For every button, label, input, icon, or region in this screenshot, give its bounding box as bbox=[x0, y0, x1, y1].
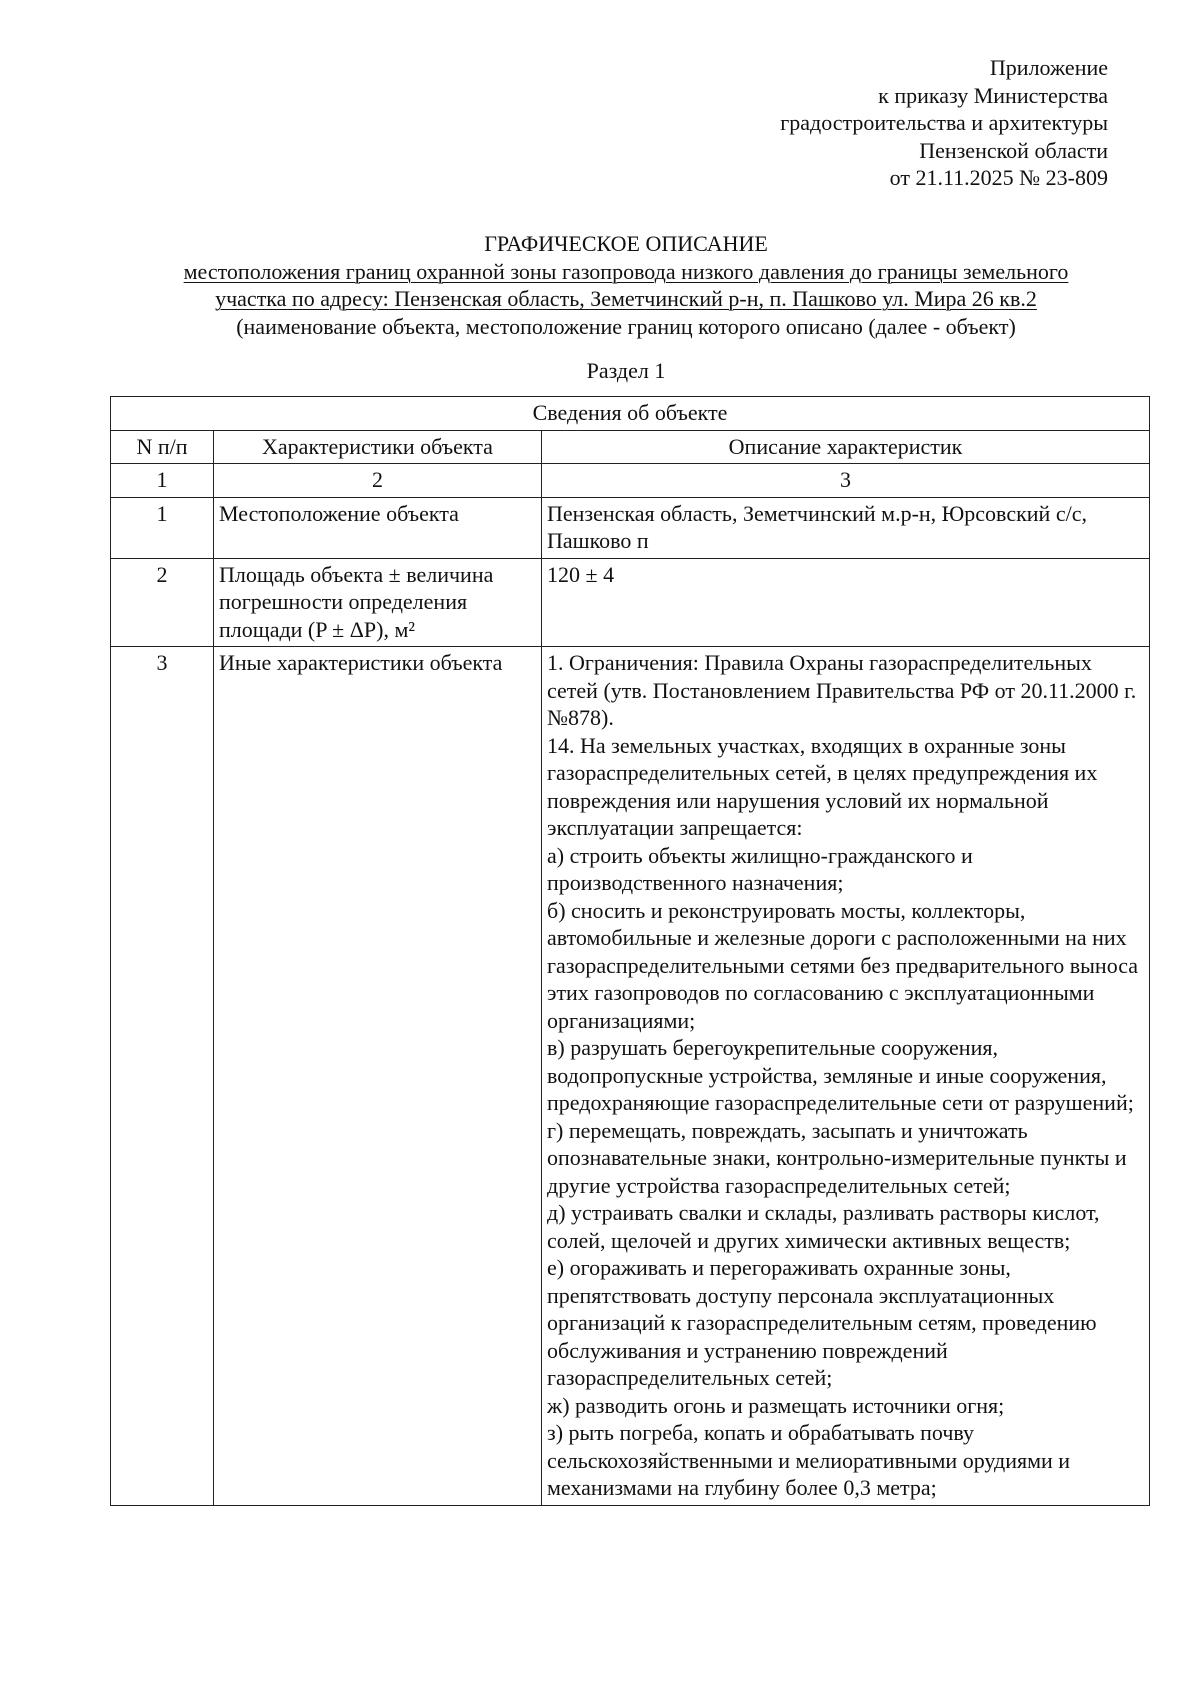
description-paragraph: б) сносить и реконструировать мосты, коллекторы, автомобильные и железные дороги с расположенными на них газораспределительными сетями без предварительного выноса этих газопроводов по согласованию с эксплуатационными организациями; bbox=[547, 897, 1139, 1033]
column-number-row bbox=[111, 464, 1150, 498]
header-description: Описание характеристик bbox=[542, 430, 1150, 464]
appendix-line: к приказу Министерства bbox=[878, 82, 1108, 108]
object-info-table bbox=[110, 396, 1150, 1506]
section-title: Раздел 1 bbox=[586, 358, 666, 383]
row-number: 3 bbox=[111, 647, 214, 1506]
appendix-line: градостроительства и архитектуры bbox=[780, 110, 1108, 135]
column-number: 1 bbox=[111, 464, 214, 498]
object-caption: (наименование объекта, местоположение границ которого описано (далее - объект) bbox=[236, 313, 1016, 339]
object-name-line: местоположения границ охранной зоны газопровода низкого давления до границы земельного bbox=[183, 258, 1069, 284]
description-paragraph: а) строить объекты жилищно-гражданского и производственного назначения; bbox=[547, 842, 973, 895]
table-row bbox=[111, 647, 1150, 1506]
row-description bbox=[542, 558, 1150, 647]
row-description bbox=[542, 497, 1150, 558]
column-number: 2 bbox=[214, 464, 542, 498]
appendix-line: Приложение bbox=[989, 55, 1108, 80]
table-caption: Сведения об объекте bbox=[111, 397, 1150, 431]
table-row bbox=[111, 497, 1150, 558]
row-characteristic: Иные характеристики объекта bbox=[214, 647, 542, 1506]
description-paragraph: ж) разводить огонь и размещать источники огня; bbox=[547, 1392, 1005, 1418]
row-characteristic: Местоположение объекта bbox=[214, 497, 542, 558]
description-paragraph: в) разрушать берегоукрепительные сооружения, водопропускные устройства, земляные и иные сооружения, предохраняющие газораспределительные сети от разрушений; bbox=[547, 1035, 1134, 1115]
appendix-line: Пензенской области bbox=[919, 137, 1108, 163]
description-paragraph: 14. На земельных участках, входящих в охранные зоны газораспределительных сетей, в целях предупреждения их повреждения или нарушения условий их нормальной эксплуатации запрещается: bbox=[547, 732, 1098, 840]
table-header-row bbox=[111, 430, 1150, 464]
row-description bbox=[542, 647, 1150, 1506]
column-number: 3 bbox=[542, 464, 1150, 498]
header-characteristic: Характеристики объекта bbox=[214, 430, 542, 464]
object-name-line: участка по адресу: Пензенская область, Земетчинский р-н, п. Пашково ул. Мира 26 кв.2 bbox=[215, 286, 1037, 311]
description-paragraph: е) огораживать и перегораживать охранные зоны, препятствовать доступу персонала эксплуатационных организаций к газораспределительным сетям, проведению обслуживания и устранению повреждений газораспределительных сетей; bbox=[547, 1255, 1097, 1390]
description-paragraph: Пензенская область, Земетчинский м.р-н, Юрсовский с/с, Пашково п bbox=[547, 500, 1087, 553]
appendix-block bbox=[780, 54, 1108, 192]
description-paragraph: д) устраивать свалки и склады, разливать растворы кислот, солей, щелочей и других химически активных веществ; bbox=[547, 1200, 1100, 1253]
description-paragraph: з) рыть погреба, копать и обрабатывать почву сельскохозяйственными и мелиоративными орудиями и механизмами на глубину более 0,3 метра; bbox=[547, 1420, 1071, 1500]
description-paragraph: 1. Ограничения: Правила Охраны газораспределительных сетей (утв. Постановлением Правительства РФ от 20.11.2000 г. №878). bbox=[547, 650, 1137, 730]
appendix-line: от 21.11.2025 № 23-809 bbox=[889, 165, 1108, 190]
title-block bbox=[100, 230, 1152, 385]
table-row bbox=[111, 558, 1150, 647]
table-caption-row bbox=[111, 397, 1150, 431]
row-number: 1 bbox=[111, 497, 214, 558]
row-number: 2 bbox=[111, 558, 214, 647]
header-number: N п/п bbox=[111, 430, 214, 464]
description-paragraph: 120 ± 4 bbox=[547, 561, 615, 587]
document-heading: ГРАФИЧЕСКОЕ ОПИСАНИЕ bbox=[484, 231, 768, 256]
description-paragraph: г) перемещать, повреждать, засыпать и уничтожать опознавательные знаки, контрольно-измерительные пункты и другие устройства газораспределительных сетей; bbox=[547, 1117, 1127, 1198]
row-characteristic: Площадь объекта ± величина погрешности определения площади (P ± ΔP), м² bbox=[214, 558, 542, 647]
